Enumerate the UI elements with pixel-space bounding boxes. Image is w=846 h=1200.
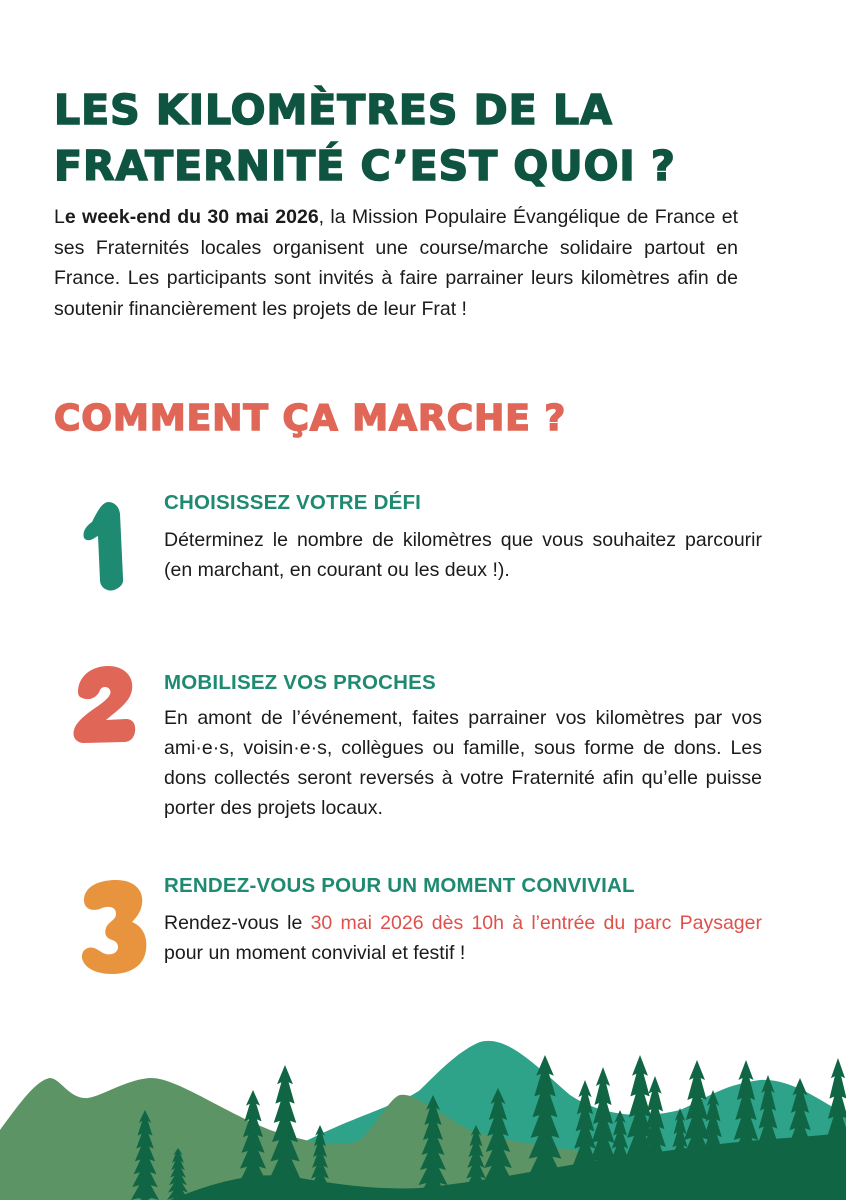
step-1-title: CHOISISSEZ VOTRE DÉFI (164, 491, 422, 514)
intro-lead: L (54, 206, 65, 228)
title-line-1: LES KILOMÈTRES DE LA (54, 86, 613, 134)
step-2-text: En amont de l’événement, faites parrainer vos kilomètres par vos ami·e·s, voisin·e·s, collègues ou famille, sous forme de dons. Les dons collectés seront reversés à votre Fraternité afin qu’elle puisse porter des projets locaux. (164, 707, 762, 819)
step-number-3-icon (76, 878, 156, 982)
landscape-illustration (0, 1020, 846, 1200)
step-3-event-highlight: 30 mai 2026 dès 10h à l’entrée du parc Paysager (310, 912, 762, 934)
section-title: COMMENT ÇA MARCHE ? (54, 398, 567, 439)
step-3-text (164, 908, 762, 968)
intro-paragraph (54, 202, 738, 324)
step-1-text: Déterminez le nombre de kilomètres que vous souhaitez parcourir (en marchant, en courant ou les deux !). (164, 529, 762, 581)
step-3-text-before: Rendez-vous le (164, 912, 311, 934)
step-3-title: RENDEZ-VOUS POUR UN MOMENT CONVIVIAL (164, 874, 635, 897)
step-2-title: MOBILISEZ VOS PROCHES (164, 671, 436, 694)
intro-date-bold: e week-end du 30 mai 2026 (64, 206, 319, 228)
step-3-text-after: pour un moment convivial et festif ! (164, 942, 466, 964)
step-number-2-icon (66, 662, 156, 752)
page-title (54, 82, 814, 194)
intro-body: , la Mission Populaire Évangélique de France et ses Fraternités locales organisent une course/marche solidaire partout en France. Les participants sont invités à faire parrainer leurs kilomètres afin de soutenir financièrement les projets de leur Frat ! (54, 206, 738, 320)
title-line-2: FRATERNITÉ C’EST QUOI ? (54, 142, 676, 190)
